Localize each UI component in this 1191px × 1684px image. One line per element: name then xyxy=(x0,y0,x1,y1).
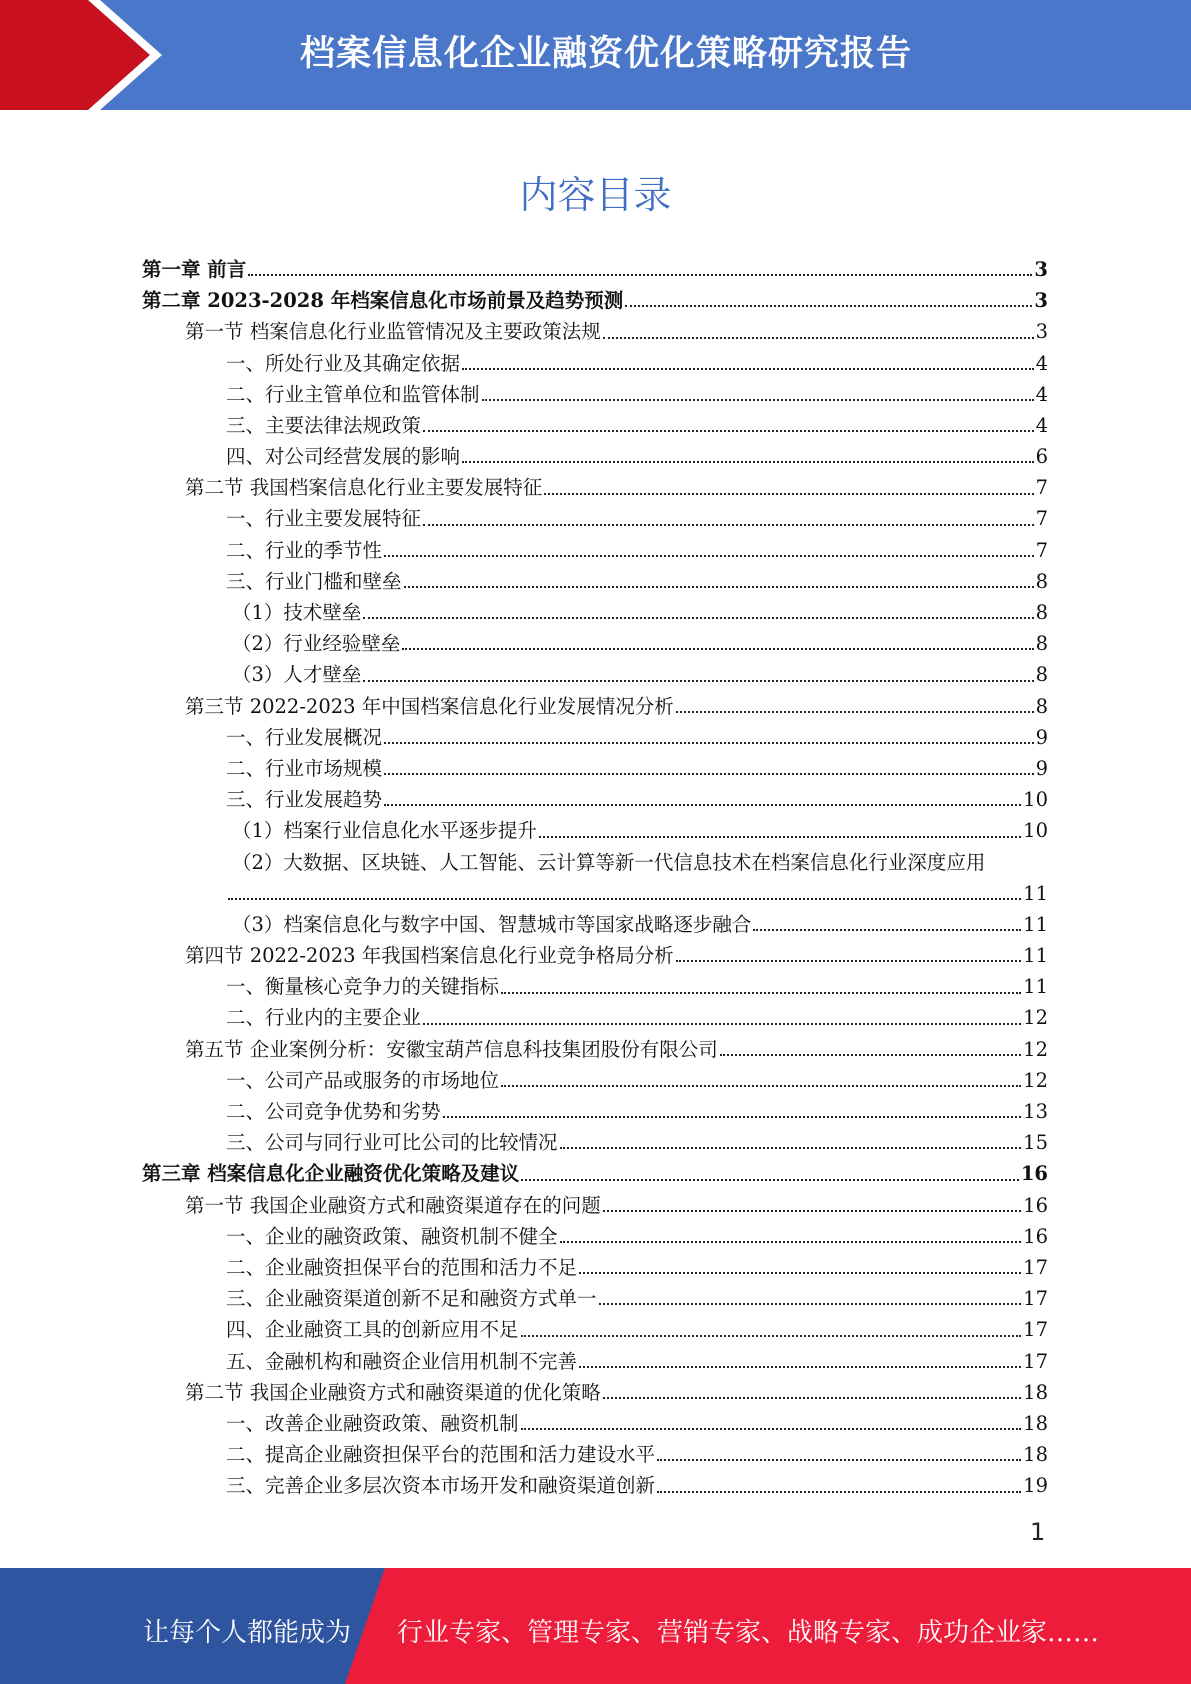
toc-entry[interactable] xyxy=(142,348,1048,379)
toc-dot-leader xyxy=(443,1116,1022,1118)
footer-slogan-right: 行业专家、管理专家、营销专家、战略专家、成功企业家…… xyxy=(397,1618,1100,1648)
toc-entry-label: （1）档案行业信息化水平逐步提升 xyxy=(232,819,537,843)
toc-entry-page: 13 xyxy=(1023,1100,1048,1124)
toc-entry[interactable] xyxy=(142,784,1048,815)
toc-dot-leader xyxy=(603,1210,1021,1212)
toc-entry-page: 3 xyxy=(1034,257,1048,281)
toc-entry-page: 15 xyxy=(1023,1131,1048,1155)
toc-entry[interactable] xyxy=(142,410,1048,441)
toc-dot-leader xyxy=(521,1179,1019,1181)
toc-entry[interactable] xyxy=(142,753,1048,784)
toc-entry-page: 18 xyxy=(1023,1443,1048,1467)
toc-entry-page: 11 xyxy=(1023,912,1048,936)
toc-dot-leader xyxy=(248,274,1032,276)
toc-entry[interactable] xyxy=(142,1096,1048,1127)
toc-entry-page: 7 xyxy=(1035,476,1048,500)
toc-entry-label: 三、公司与同行业可比公司的比较情况 xyxy=(226,1131,558,1155)
toc-dot-leader xyxy=(657,1459,1021,1461)
toc-entry[interactable] xyxy=(142,1065,1048,1096)
toc-entry-page: 4 xyxy=(1035,351,1048,375)
page-header xyxy=(0,0,1191,110)
toc-entry[interactable] xyxy=(142,1408,1048,1439)
toc-dot-leader xyxy=(363,617,1033,619)
toc-entry[interactable] xyxy=(142,316,1048,347)
toc-dot-leader xyxy=(423,1023,1021,1025)
toc-entry-page: 18 xyxy=(1023,1380,1048,1404)
toc-entry-page: 16 xyxy=(1023,1193,1048,1217)
toc-entry-page: 8 xyxy=(1035,663,1048,687)
toc-heading: 内容目录 xyxy=(519,173,672,217)
toc-entry-label: （2）大数据、区块链、人工智能、云计算等新一代信息技术在档案信息化行业深度应用 xyxy=(232,850,986,874)
toc-entry-page: 17 xyxy=(1023,1255,1048,1279)
toc-dot-leader xyxy=(625,305,1032,307)
toc-dot-leader xyxy=(384,742,1034,744)
toc-entry-label: （1）技术壁垒 xyxy=(232,601,362,625)
toc-entry-page: 11 xyxy=(1023,881,1048,905)
toc-entry[interactable] xyxy=(142,1221,1048,1252)
toc-entry[interactable] xyxy=(142,1003,1048,1034)
toc-entry-page: 17 xyxy=(1023,1349,1048,1373)
toc-entry-label: 二、提高企业融资担保平台的范围和活力建设水平 xyxy=(226,1443,656,1467)
toc-entry-label: 第四节 2022-2023 年我国档案信息化行业竞争格局分析 xyxy=(185,944,674,968)
toc-entry[interactable] xyxy=(142,254,1048,285)
toc-dot-leader xyxy=(384,804,1021,806)
toc-entry-label: 第五节 企业案例分析：安徽宝葫芦信息科技集团股份有限公司 xyxy=(185,1037,718,1061)
page-number: 1 xyxy=(1030,1518,1046,1546)
toc-entry-label: 一、所处行业及其确定依据 xyxy=(226,351,461,375)
toc-entry-page: 11 xyxy=(1023,944,1048,968)
toc-entry-page: 8 xyxy=(1035,632,1048,656)
toc-entry[interactable] xyxy=(142,566,1048,597)
toc-dot-leader xyxy=(560,1241,1022,1243)
toc-dot-leader xyxy=(228,898,1021,900)
toc-entry[interactable] xyxy=(142,379,1048,410)
toc-entry[interactable] xyxy=(142,1034,1048,1065)
toc-entry[interactable] xyxy=(142,1470,1048,1501)
toc-entry-label: 一、企业的融资政策、融资机制不健全 xyxy=(226,1224,558,1248)
toc-dot-leader xyxy=(482,399,1034,401)
toc-entry-page: 3 xyxy=(1035,320,1048,344)
toc-dot-leader xyxy=(579,1272,1021,1274)
toc-entry-label: （3）人才壁垒 xyxy=(232,663,362,687)
toc-entry-label: 第三节 2022-2023 年中国档案信息化行业发展情况分析 xyxy=(185,694,674,718)
toc-entry[interactable] xyxy=(142,1158,1048,1189)
toc-entry-page: 10 xyxy=(1023,788,1048,812)
toc-entry-page: 19 xyxy=(1023,1474,1048,1498)
toc-entry-page: 8 xyxy=(1035,601,1048,625)
toc-entry[interactable] xyxy=(142,441,1048,472)
toc-entry-label: 一、改善企业融资政策、融资机制 xyxy=(226,1411,519,1435)
toc-entry[interactable] xyxy=(142,1314,1048,1345)
toc-entry-page: 16 xyxy=(1020,1162,1048,1186)
toc-dot-leader xyxy=(384,555,1034,557)
toc-entry[interactable] xyxy=(142,1283,1048,1314)
toc-entry-page: 3 xyxy=(1034,289,1048,313)
toc-entry-label: 三、企业融资渠道创新不足和融资方式单一 xyxy=(226,1287,597,1311)
toc-entry[interactable] xyxy=(142,285,1048,316)
toc-entry-page: 12 xyxy=(1023,1006,1048,1030)
toc-entry[interactable] xyxy=(142,815,1048,846)
toc-entry[interactable] xyxy=(142,504,1048,535)
toc-entry-label: 一、行业主要发展特征 xyxy=(226,507,422,531)
toc-entry-label: 三、主要法律法规政策 xyxy=(226,413,422,437)
toc-dot-leader xyxy=(462,368,1034,370)
toc-entry-label: 四、对公司经营发展的影响 xyxy=(226,445,461,469)
toc-entry[interactable] xyxy=(142,472,1048,503)
toc-entry-label: （2）行业经验壁垒 xyxy=(232,632,401,656)
toc-dot-leader xyxy=(720,1054,1021,1056)
toc-entry[interactable] xyxy=(142,1252,1048,1283)
toc-entry-label: （3）档案信息化与数字中国、智慧城市等国家战略逐步融合 xyxy=(232,912,752,936)
toc-entry-label: 第二节 我国企业融资方式和融资渠道的优化策略 xyxy=(185,1380,601,1404)
toc-entry-label: 二、行业主管单位和监管体制 xyxy=(226,382,480,406)
toc-dot-leader xyxy=(544,493,1033,495)
toc-entry[interactable] xyxy=(142,628,1048,659)
toc-entry-label: 一、衡量核心竞争力的关键指标 xyxy=(226,975,500,999)
toc-dot-leader xyxy=(579,1366,1021,1368)
toc-entry-label: 三、完善企业多层次资本市场开发和融资渠道创新 xyxy=(226,1474,656,1498)
toc-dot-leader xyxy=(753,929,1021,931)
toc-entry[interactable] xyxy=(142,535,1048,566)
toc-dot-leader xyxy=(599,1303,1022,1305)
toc-entry-label: 二、公司竞争优势和劣势 xyxy=(226,1100,441,1124)
toc-dot-leader xyxy=(402,648,1033,650)
toc-entry[interactable] xyxy=(142,847,1048,878)
toc-entry-label: 二、行业的季节性 xyxy=(226,538,383,562)
toc-entry-label: 第一节 档案信息化行业监管情况及主要政策法规 xyxy=(185,320,601,344)
toc-dot-leader xyxy=(657,1491,1021,1493)
toc-entry-label: 四、企业融资工具的创新应用不足 xyxy=(226,1318,519,1342)
toc-entry-label: 第三章 档案信息化企业融资优化策略及建议 xyxy=(142,1162,520,1186)
toc-dot-leader xyxy=(423,430,1034,432)
toc-entry-page: 17 xyxy=(1023,1287,1048,1311)
toc-entry-page: 7 xyxy=(1035,538,1048,562)
toc-entry-continuation[interactable] xyxy=(142,878,1048,909)
toc-dot-leader xyxy=(521,1428,1022,1430)
toc-entry[interactable] xyxy=(142,1439,1048,1470)
toc-entry[interactable] xyxy=(142,1377,1048,1408)
toc-dot-leader xyxy=(404,586,1034,588)
toc-entry-page: 8 xyxy=(1035,569,1048,593)
toc-dot-leader xyxy=(603,1397,1021,1399)
toc-entry[interactable] xyxy=(142,691,1048,722)
toc-entry-page: 11 xyxy=(1023,975,1048,999)
toc-entry-page: 10 xyxy=(1023,819,1048,843)
toc-entry[interactable] xyxy=(142,659,1048,690)
toc-dot-leader xyxy=(501,1085,1021,1087)
toc-entry-page: 12 xyxy=(1023,1037,1048,1061)
report-title: 档案信息化企业融资优化策略研究报告 xyxy=(300,34,913,74)
toc-entry-page: 9 xyxy=(1035,725,1048,749)
footer-slogan-left: 让每个人都能成为 xyxy=(143,1618,352,1648)
toc-entry-page: 7 xyxy=(1035,507,1048,531)
toc-entry[interactable] xyxy=(142,940,1048,971)
toc-entry-page: 17 xyxy=(1023,1318,1048,1342)
toc-entry[interactable] xyxy=(142,909,1048,940)
toc-entry-label: 二、行业内的主要企业 xyxy=(226,1006,422,1030)
toc-entry[interactable] xyxy=(142,971,1048,1002)
toc-entry-label: 二、企业融资担保平台的范围和活力不足 xyxy=(226,1255,578,1279)
toc-entry-label: 五、金融机构和融资企业信用机制不完善 xyxy=(226,1349,578,1373)
toc-entry-page: 12 xyxy=(1023,1068,1048,1092)
toc-entry[interactable] xyxy=(142,1346,1048,1377)
toc-dot-leader xyxy=(501,992,1021,994)
page-footer xyxy=(0,1568,1191,1684)
toc-entry-page: 4 xyxy=(1035,413,1048,437)
toc-entry-label: 二、行业市场规模 xyxy=(226,756,383,780)
toc-entry-page: 9 xyxy=(1035,756,1048,780)
toc-entry-label: 第二节 我国档案信息化行业主要发展特征 xyxy=(185,476,543,500)
toc-entry-page: 8 xyxy=(1035,694,1048,718)
toc-entry-label: 三、行业门槛和壁垒 xyxy=(226,569,402,593)
toc-entry-page: 16 xyxy=(1023,1224,1048,1248)
toc-entry-label: 第一章 前言 xyxy=(142,257,247,281)
toc-entry[interactable] xyxy=(142,597,1048,628)
toc-entry-label: 三、行业发展趋势 xyxy=(226,788,383,812)
toc-dot-leader xyxy=(539,836,1021,838)
toc-entry-label: 一、行业发展概况 xyxy=(226,725,383,749)
toc-dot-leader xyxy=(560,1147,1022,1149)
toc-dot-leader xyxy=(676,960,1021,962)
toc-dot-leader xyxy=(363,680,1033,682)
toc-entry-label: 第二章 2023-2028 年档案信息化市场前景及趋势预测 xyxy=(142,289,624,313)
toc-entry[interactable] xyxy=(142,1190,1048,1221)
toc-entry-label: 第一节 我国企业融资方式和融资渠道存在的问题 xyxy=(185,1193,601,1217)
toc-entry-page: 6 xyxy=(1035,445,1048,469)
table-of-contents xyxy=(142,254,1048,1502)
toc-dot-leader xyxy=(676,711,1034,713)
toc-entry[interactable] xyxy=(142,1127,1048,1158)
toc-dot-leader xyxy=(521,1335,1022,1337)
toc-entry[interactable] xyxy=(142,722,1048,753)
toc-dot-leader xyxy=(603,337,1034,339)
toc-entry-page: 18 xyxy=(1023,1411,1048,1435)
toc-entry-page: 4 xyxy=(1035,382,1048,406)
toc-entry-label: 一、公司产品或服务的市场地位 xyxy=(226,1068,500,1092)
toc-dot-leader xyxy=(462,461,1034,463)
toc-dot-leader xyxy=(423,524,1034,526)
toc-dot-leader xyxy=(384,773,1034,775)
